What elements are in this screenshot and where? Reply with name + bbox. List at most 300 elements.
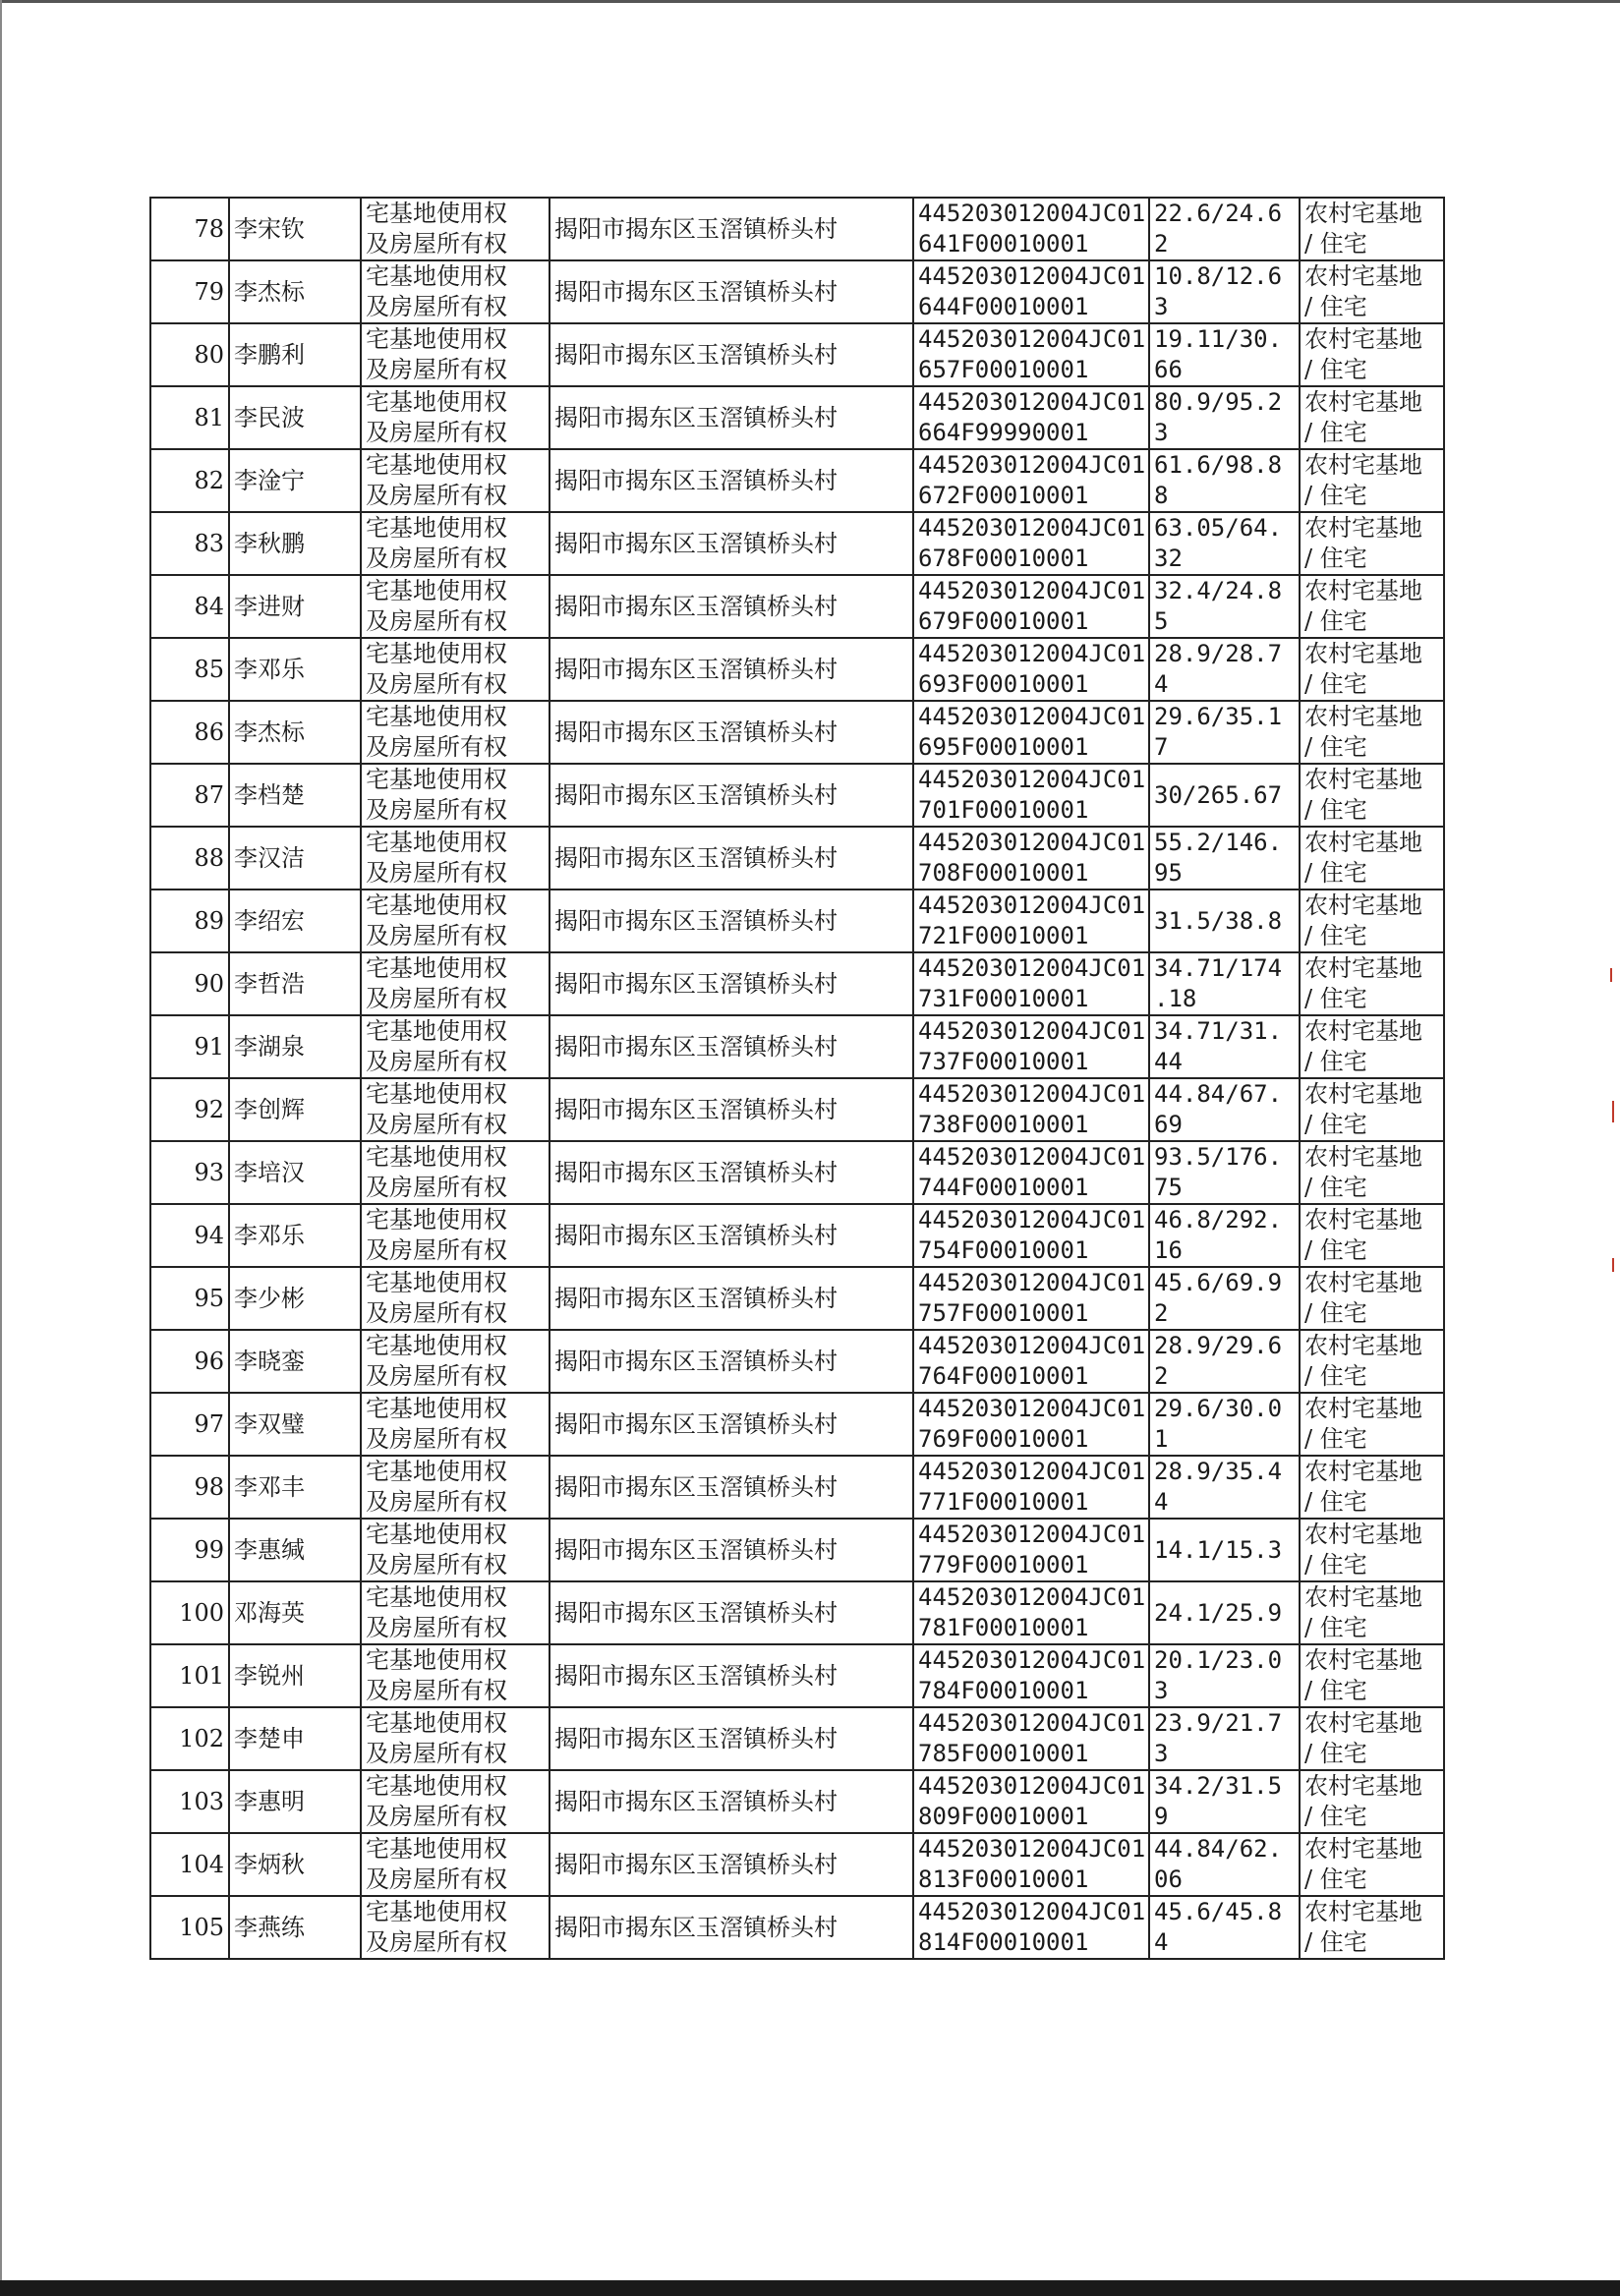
land-use-cell <box>1300 1644 1444 1707</box>
parcel-code-cell <box>913 827 1149 890</box>
parcel-code-line: 693F00010001 <box>918 670 1089 698</box>
parcel-code-line: 664F99990001 <box>918 419 1089 446</box>
table-row <box>150 512 1444 575</box>
land-use-line: 农村宅基地 <box>1304 1458 1422 1485</box>
parcel-code-cell <box>913 764 1149 827</box>
owner-name-cell: 李进财 <box>229 575 361 638</box>
right-type-cell <box>361 260 550 323</box>
area-line: 7 <box>1154 733 1169 761</box>
land-use-line: / 住宅 <box>1304 985 1367 1012</box>
land-use-line: 农村宅基地 <box>1304 1521 1422 1548</box>
right-type-line: 及房屋所有权 <box>366 1614 507 1641</box>
land-use-line: 农村宅基地 <box>1304 1583 1422 1611</box>
land-use-line: 农村宅基地 <box>1304 388 1422 416</box>
area-cell <box>1149 323 1300 386</box>
row-number-cell: 89 <box>150 890 229 952</box>
land-use-line: 农村宅基地 <box>1304 1898 1422 1925</box>
parcel-code-line: 771F00010001 <box>918 1488 1089 1516</box>
land-use-cell <box>1300 575 1444 638</box>
right-type-cell <box>361 1141 550 1204</box>
land-use-line: / 住宅 <box>1304 230 1367 258</box>
land-use-line: / 住宅 <box>1304 419 1367 446</box>
land-use-line: 农村宅基地 <box>1304 1709 1422 1737</box>
right-type-cell <box>361 764 550 827</box>
area-line: 30/265.67 <box>1154 780 1283 809</box>
parcel-code-line: 672F00010001 <box>918 482 1089 509</box>
table-row <box>150 323 1444 386</box>
row-number-cell: 92 <box>150 1078 229 1141</box>
parcel-code-line: 445203012004JC01 <box>918 1772 1146 1800</box>
right-type-line: 及房屋所有权 <box>366 1551 507 1578</box>
land-use-line: / 住宅 <box>1304 1425 1367 1453</box>
scan-edge-top <box>0 0 1620 3</box>
area-line: 75 <box>1154 1174 1183 1201</box>
land-use-line: / 住宅 <box>1304 1362 1367 1390</box>
right-type-line: 宅基地使用权 <box>366 1709 507 1737</box>
right-type-line: 宅基地使用权 <box>366 1835 507 1863</box>
right-type-line: 及房屋所有权 <box>366 1236 507 1264</box>
area-line: 55.2/146. <box>1154 829 1283 856</box>
parcel-code-line: 445203012004JC01 <box>918 1080 1146 1108</box>
table-row <box>150 1204 1444 1267</box>
land-use-line: / 住宅 <box>1304 1299 1367 1327</box>
right-type-line: 及房屋所有权 <box>366 859 507 887</box>
table-row <box>150 1519 1444 1581</box>
area-line: 95 <box>1154 859 1183 887</box>
parcel-code-cell <box>913 1330 1149 1393</box>
area-line: 29.6/30.0 <box>1154 1395 1283 1422</box>
right-type-line: 宅基地使用权 <box>366 1646 507 1674</box>
land-use-line: 农村宅基地 <box>1304 1269 1422 1296</box>
right-type-line: 及房屋所有权 <box>366 1677 507 1704</box>
right-type-cell <box>361 952 550 1015</box>
right-type-line: 宅基地使用权 <box>366 1583 507 1611</box>
parcel-code-cell <box>913 1770 1149 1833</box>
area-cell <box>1149 701 1300 764</box>
land-use-line: 农村宅基地 <box>1304 1080 1422 1108</box>
land-use-cell <box>1300 1204 1444 1267</box>
area-line: 28.9/28.7 <box>1154 640 1283 667</box>
area-cell <box>1149 1770 1300 1833</box>
parcel-code-line: 445203012004JC01 <box>918 1332 1146 1359</box>
address-cell: 揭阳市揭东区玉滘镇桥头村 <box>550 260 913 323</box>
right-type-cell <box>361 1770 550 1833</box>
land-use-cell <box>1300 952 1444 1015</box>
land-use-line: / 住宅 <box>1304 796 1367 824</box>
right-type-line: 及房屋所有权 <box>366 1740 507 1767</box>
owner-name-cell: 邓海英 <box>229 1581 361 1644</box>
row-number-cell: 100 <box>150 1581 229 1644</box>
row-number-cell: 101 <box>150 1644 229 1707</box>
area-cell <box>1149 386 1300 449</box>
parcel-code-cell <box>913 1581 1149 1644</box>
parcel-code-line: 445203012004JC01 <box>918 388 1146 416</box>
row-number-cell: 95 <box>150 1267 229 1330</box>
area-cell <box>1149 1707 1300 1770</box>
address-cell: 揭阳市揭东区玉滘镇桥头村 <box>550 323 913 386</box>
address-cell: 揭阳市揭东区玉滘镇桥头村 <box>550 512 913 575</box>
area-cell <box>1149 638 1300 701</box>
table-row <box>150 1393 1444 1456</box>
parcel-code-line: 754F00010001 <box>918 1236 1089 1264</box>
right-type-cell <box>361 1267 550 1330</box>
land-use-line: / 住宅 <box>1304 1111 1367 1138</box>
row-number-cell: 85 <box>150 638 229 701</box>
right-type-line: 宅基地使用权 <box>366 451 507 479</box>
land-use-cell <box>1300 323 1444 386</box>
scan-mark <box>1612 1101 1614 1122</box>
parcel-code-line: 809F00010001 <box>918 1803 1089 1830</box>
land-use-cell <box>1300 1770 1444 1833</box>
area-line: 45.6/45.8 <box>1154 1898 1283 1925</box>
parcel-code-line: 785F00010001 <box>918 1740 1089 1767</box>
right-type-line: 及房屋所有权 <box>366 482 507 509</box>
address-cell: 揭阳市揭东区玉滘镇桥头村 <box>550 827 913 890</box>
table-row <box>150 1833 1444 1896</box>
area-line: 66 <box>1154 356 1183 383</box>
address-cell: 揭阳市揭东区玉滘镇桥头村 <box>550 1078 913 1141</box>
land-use-cell <box>1300 386 1444 449</box>
right-type-cell <box>361 1896 550 1959</box>
right-type-line: 及房屋所有权 <box>366 230 507 258</box>
parcel-code-line: 784F00010001 <box>918 1677 1089 1704</box>
land-use-cell <box>1300 1519 1444 1581</box>
owner-name-cell: 李汉洁 <box>229 827 361 890</box>
land-use-cell <box>1300 260 1444 323</box>
right-type-line: 及房屋所有权 <box>366 1048 507 1075</box>
owner-name-cell: 李鹏利 <box>229 323 361 386</box>
land-use-line: 农村宅基地 <box>1304 325 1422 353</box>
table-row <box>150 1770 1444 1833</box>
parcel-code-cell <box>913 1456 1149 1519</box>
right-type-line: 宅基地使用权 <box>366 1206 507 1234</box>
land-use-line: / 住宅 <box>1304 293 1367 320</box>
land-use-line: / 住宅 <box>1304 922 1367 949</box>
parcel-code-cell <box>913 890 1149 952</box>
right-type-line: 宅基地使用权 <box>366 1521 507 1548</box>
area-line: 20.1/23.0 <box>1154 1646 1283 1674</box>
parcel-code-line: 779F00010001 <box>918 1551 1089 1578</box>
parcel-code-line: 695F00010001 <box>918 733 1089 761</box>
area-line: 4 <box>1154 1928 1169 1956</box>
area-line: 19.11/30. <box>1154 325 1283 353</box>
parcel-code-cell <box>913 952 1149 1015</box>
right-type-cell <box>361 198 550 260</box>
right-type-cell <box>361 386 550 449</box>
row-number-cell: 97 <box>150 1393 229 1456</box>
right-type-cell <box>361 1707 550 1770</box>
parcel-code-line: 701F00010001 <box>918 796 1089 824</box>
right-type-cell <box>361 1078 550 1141</box>
area-line: 4 <box>1154 1488 1169 1516</box>
land-use-cell <box>1300 1581 1444 1644</box>
area-cell <box>1149 890 1300 952</box>
owner-name-cell: 李杰标 <box>229 701 361 764</box>
address-cell: 揭阳市揭东区玉滘镇桥头村 <box>550 890 913 952</box>
area-cell <box>1149 1330 1300 1393</box>
land-use-line: / 住宅 <box>1304 670 1367 698</box>
area-line: 69 <box>1154 1111 1183 1138</box>
parcel-code-cell <box>913 1393 1149 1456</box>
land-use-line: 农村宅基地 <box>1304 514 1422 542</box>
parcel-code-line: 445203012004JC01 <box>918 640 1146 667</box>
right-type-line: 及房屋所有权 <box>366 1299 507 1327</box>
land-use-line: / 住宅 <box>1304 1614 1367 1641</box>
land-use-line: / 住宅 <box>1304 1866 1367 1893</box>
parcel-code-cell <box>913 701 1149 764</box>
right-type-line: 宅基地使用权 <box>366 1269 507 1296</box>
table-row <box>150 1267 1444 1330</box>
land-use-cell <box>1300 449 1444 512</box>
address-cell: 揭阳市揭东区玉滘镇桥头村 <box>550 1707 913 1770</box>
parcel-code-line: 445203012004JC01 <box>918 1395 1146 1422</box>
land-use-line: 农村宅基地 <box>1304 703 1422 730</box>
right-type-line: 宅基地使用权 <box>366 829 507 856</box>
land-use-line: 农村宅基地 <box>1304 451 1422 479</box>
parcel-code-cell <box>913 1644 1149 1707</box>
right-type-line: 宅基地使用权 <box>366 766 507 793</box>
right-type-cell <box>361 575 550 638</box>
address-cell: 揭阳市揭东区玉滘镇桥头村 <box>550 1015 913 1078</box>
land-use-line: 农村宅基地 <box>1304 766 1422 793</box>
right-type-line: 及房屋所有权 <box>366 1866 507 1893</box>
area-line: 45.6/69.9 <box>1154 1269 1283 1296</box>
area-line: 8 <box>1154 482 1169 509</box>
area-cell <box>1149 1833 1300 1896</box>
area-cell <box>1149 1896 1300 1959</box>
row-number-cell: 91 <box>150 1015 229 1078</box>
parcel-code-cell <box>913 512 1149 575</box>
parcel-code-line: 445203012004JC01 <box>918 891 1146 919</box>
land-use-cell <box>1300 890 1444 952</box>
right-type-line: 及房屋所有权 <box>366 356 507 383</box>
area-line: 16 <box>1154 1236 1183 1264</box>
scan-mark <box>1610 968 1612 982</box>
right-type-line: 宅基地使用权 <box>366 1772 507 1800</box>
parcel-code-line: 445203012004JC01 <box>918 200 1146 227</box>
right-type-line: 宅基地使用权 <box>366 1080 507 1108</box>
land-use-cell <box>1300 1015 1444 1078</box>
address-cell: 揭阳市揭东区玉滘镇桥头村 <box>550 1581 913 1644</box>
right-type-line: 宅基地使用权 <box>366 1395 507 1422</box>
right-type-line: 及房屋所有权 <box>366 733 507 761</box>
land-use-line: / 住宅 <box>1304 545 1367 572</box>
owner-name-cell: 李燕练 <box>229 1896 361 1959</box>
owner-name-cell: 李档楚 <box>229 764 361 827</box>
address-cell: 揭阳市揭东区玉滘镇桥头村 <box>550 449 913 512</box>
parcel-code-line: 445203012004JC01 <box>918 1646 1146 1674</box>
right-type-line: 宅基地使用权 <box>366 577 507 604</box>
land-use-cell <box>1300 1330 1444 1393</box>
parcel-code-line: 781F00010001 <box>918 1614 1089 1641</box>
land-use-cell <box>1300 1833 1444 1896</box>
area-line: 24.1/25.9 <box>1154 1598 1283 1627</box>
parcel-code-cell <box>913 1204 1149 1267</box>
parcel-code-line: 445203012004JC01 <box>918 829 1146 856</box>
area-line: 9 <box>1154 1803 1169 1830</box>
right-type-line: 及房屋所有权 <box>366 607 507 635</box>
area-line: 28.9/29.6 <box>1154 1332 1283 1359</box>
area-cell <box>1149 512 1300 575</box>
land-use-line: / 住宅 <box>1304 1551 1367 1578</box>
land-use-cell <box>1300 827 1444 890</box>
land-use-cell <box>1300 1393 1444 1456</box>
land-use-line: / 住宅 <box>1304 1488 1367 1516</box>
address-cell: 揭阳市揭东区玉滘镇桥头村 <box>550 1833 913 1896</box>
area-cell <box>1149 1581 1300 1644</box>
area-line: 3 <box>1154 1740 1169 1767</box>
land-use-line: / 住宅 <box>1304 1928 1367 1956</box>
land-use-cell <box>1300 198 1444 260</box>
area-line: 2 <box>1154 230 1169 258</box>
parcel-code-line: 641F00010001 <box>918 230 1089 258</box>
right-type-line: 及房屋所有权 <box>366 796 507 824</box>
parcel-code-line: 445203012004JC01 <box>918 514 1146 542</box>
address-cell: 揭阳市揭东区玉滘镇桥头村 <box>550 1644 913 1707</box>
parcel-code-line: 445203012004JC01 <box>918 1521 1146 1548</box>
area-line: 44.84/62. <box>1154 1835 1283 1863</box>
right-type-line: 宅基地使用权 <box>366 954 507 982</box>
address-cell: 揭阳市揭东区玉滘镇桥头村 <box>550 1770 913 1833</box>
table-row <box>150 764 1444 827</box>
table-row <box>150 890 1444 952</box>
area-cell <box>1149 1644 1300 1707</box>
table-row <box>150 701 1444 764</box>
address-cell: 揭阳市揭东区玉滘镇桥头村 <box>550 1896 913 1959</box>
owner-name-cell: 李湖泉 <box>229 1015 361 1078</box>
address-cell: 揭阳市揭东区玉滘镇桥头村 <box>550 764 913 827</box>
row-number-cell: 103 <box>150 1770 229 1833</box>
parcel-code-line: 744F00010001 <box>918 1174 1089 1201</box>
address-cell: 揭阳市揭东区玉滘镇桥头村 <box>550 952 913 1015</box>
land-use-line: / 住宅 <box>1304 607 1367 635</box>
parcel-code-line: 721F00010001 <box>918 922 1089 949</box>
land-use-line: 农村宅基地 <box>1304 640 1422 667</box>
owner-name-cell: 李杰标 <box>229 260 361 323</box>
land-use-line: 农村宅基地 <box>1304 577 1422 604</box>
table-row <box>150 1581 1444 1644</box>
parcel-code-cell <box>913 198 1149 260</box>
land-use-line: 农村宅基地 <box>1304 1206 1422 1234</box>
row-number-cell: 93 <box>150 1141 229 1204</box>
land-use-cell <box>1300 1078 1444 1141</box>
table-row <box>150 638 1444 701</box>
owner-name-cell: 李淦宁 <box>229 449 361 512</box>
parcel-code-line: 738F00010001 <box>918 1111 1089 1138</box>
row-number-cell: 104 <box>150 1833 229 1896</box>
parcel-code-line: 445203012004JC01 <box>918 262 1146 290</box>
table-row <box>150 1896 1444 1959</box>
parcel-code-cell <box>913 1015 1149 1078</box>
parcel-code-cell <box>913 1833 1149 1896</box>
right-type-cell <box>361 323 550 386</box>
row-number-cell: 79 <box>150 260 229 323</box>
right-type-line: 及房屋所有权 <box>366 1174 507 1201</box>
address-cell: 揭阳市揭东区玉滘镇桥头村 <box>550 1330 913 1393</box>
right-type-line: 及房屋所有权 <box>366 293 507 320</box>
parcel-code-line: 445203012004JC01 <box>918 766 1146 793</box>
table-row <box>150 386 1444 449</box>
area-cell <box>1149 1519 1300 1581</box>
table-row <box>150 1456 1444 1519</box>
area-line: 46.8/292. <box>1154 1206 1283 1234</box>
land-use-line: / 住宅 <box>1304 733 1367 761</box>
row-number-cell: 94 <box>150 1204 229 1267</box>
address-cell: 揭阳市揭东区玉滘镇桥头村 <box>550 386 913 449</box>
right-type-cell <box>361 638 550 701</box>
land-use-line: 农村宅基地 <box>1304 1143 1422 1171</box>
owner-name-cell: 李培汉 <box>229 1141 361 1204</box>
right-type-line: 宅基地使用权 <box>366 703 507 730</box>
table-row <box>150 449 1444 512</box>
right-type-cell <box>361 1581 550 1644</box>
parcel-code-line: 445203012004JC01 <box>918 1583 1146 1611</box>
parcel-code-cell <box>913 260 1149 323</box>
address-cell: 揭阳市揭东区玉滘镇桥头村 <box>550 1393 913 1456</box>
area-line: 4 <box>1154 670 1169 698</box>
area-cell <box>1149 1393 1300 1456</box>
table-row <box>150 198 1444 260</box>
table-row <box>150 952 1444 1015</box>
address-cell: 揭阳市揭东区玉滘镇桥头村 <box>550 575 913 638</box>
owner-name-cell: 李创辉 <box>229 1078 361 1141</box>
right-type-line: 及房屋所有权 <box>366 1803 507 1830</box>
land-use-cell <box>1300 1456 1444 1519</box>
area-line: 28.9/35.4 <box>1154 1458 1283 1485</box>
scan-edge-left <box>0 0 2 2296</box>
area-line: 06 <box>1154 1866 1183 1893</box>
area-cell <box>1149 449 1300 512</box>
row-number-cell: 86 <box>150 701 229 764</box>
owner-name-cell: 李双璧 <box>229 1393 361 1456</box>
area-line: 14.1/15.3 <box>1154 1535 1283 1564</box>
parcel-code-line: 445203012004JC01 <box>918 1458 1146 1485</box>
parcel-code-line: 814F00010001 <box>918 1928 1089 1956</box>
registration-table-body <box>150 198 1444 1959</box>
right-type-line: 宅基地使用权 <box>366 1898 507 1925</box>
parcel-code-cell <box>913 323 1149 386</box>
land-use-cell <box>1300 701 1444 764</box>
row-number-cell: 102 <box>150 1707 229 1770</box>
area-line: 23.9/21.7 <box>1154 1709 1283 1737</box>
parcel-code-cell <box>913 1078 1149 1141</box>
owner-name-cell: 李民波 <box>229 386 361 449</box>
area-cell <box>1149 764 1300 827</box>
area-cell <box>1149 1078 1300 1141</box>
parcel-code-line: 708F00010001 <box>918 859 1089 887</box>
parcel-code-cell <box>913 575 1149 638</box>
right-type-line: 宅基地使用权 <box>366 262 507 290</box>
land-use-line: / 住宅 <box>1304 482 1367 509</box>
land-use-cell <box>1300 638 1444 701</box>
right-type-line: 宅基地使用权 <box>366 325 507 353</box>
address-cell: 揭阳市揭东区玉滘镇桥头村 <box>550 198 913 260</box>
row-number-cell: 90 <box>150 952 229 1015</box>
scan-mark <box>1612 1258 1614 1272</box>
area-line: 34.2/31.5 <box>1154 1772 1283 1800</box>
table-row <box>150 260 1444 323</box>
land-use-line: / 住宅 <box>1304 1048 1367 1075</box>
parcel-code-line: 445203012004JC01 <box>918 1898 1146 1925</box>
right-type-line: 宅基地使用权 <box>366 1017 507 1045</box>
area-cell <box>1149 1141 1300 1204</box>
owner-name-cell: 李哲浩 <box>229 952 361 1015</box>
parcel-code-line: 445203012004JC01 <box>918 1206 1146 1234</box>
parcel-code-line: 731F00010001 <box>918 985 1089 1012</box>
right-type-cell <box>361 827 550 890</box>
parcel-code-line: 445203012004JC01 <box>918 325 1146 353</box>
area-line: 3 <box>1154 1677 1169 1704</box>
